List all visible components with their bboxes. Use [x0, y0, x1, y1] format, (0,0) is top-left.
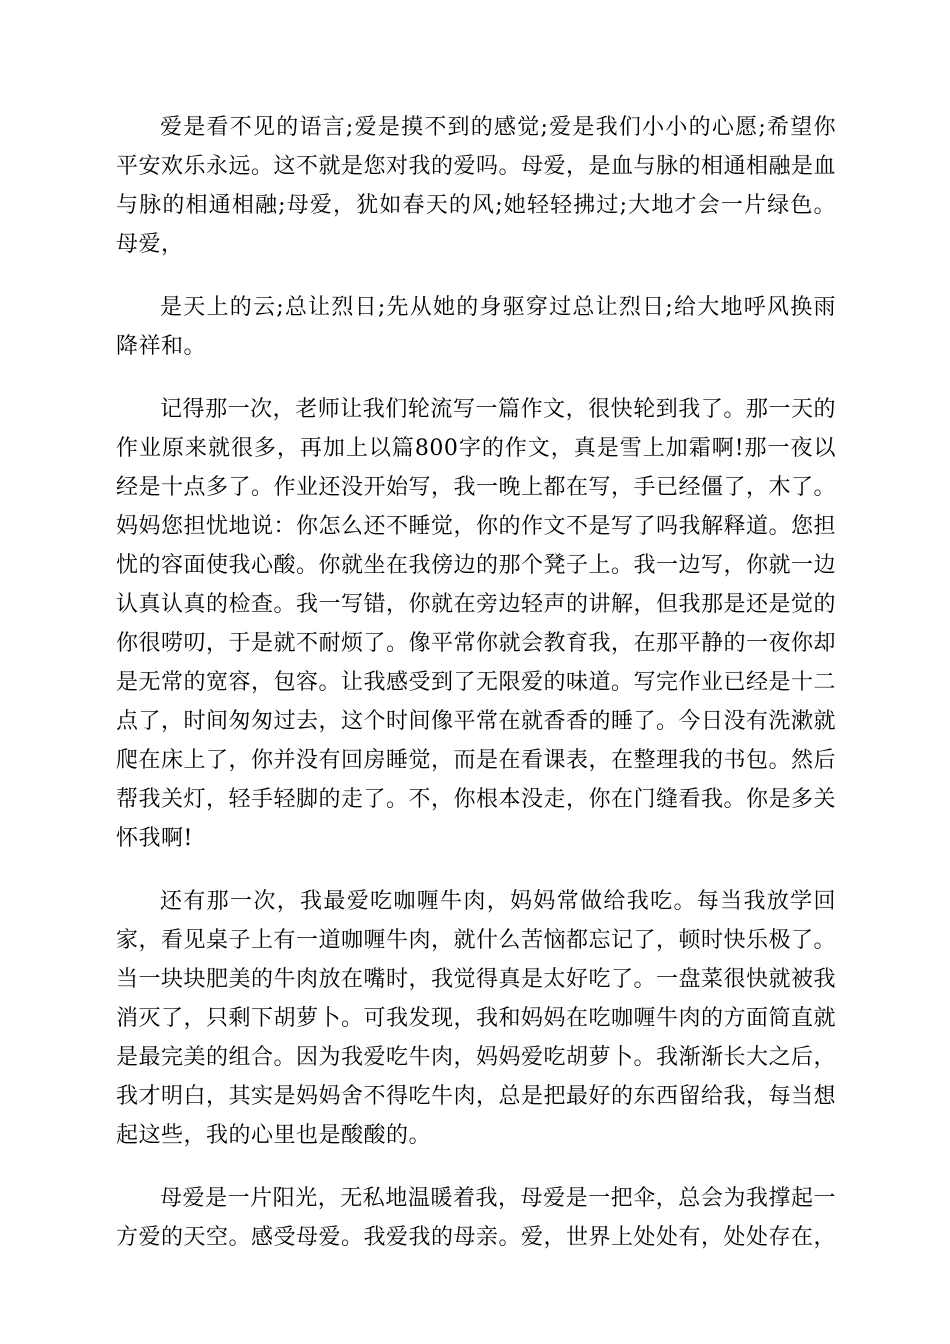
paragraph-4: 还有那一次，我最爱吃咖喱牛肉，妈妈常做给我吃。每当我放学回家，看见桌子上有一道咖喱牛肉，就什么苦恼都忘记了，顿时快乐极了。当一块块肥美的牛肉放在嘴时，我觉得真是太好吃了。一盘菜很快就被我消灭了，只剩下胡萝卜。可我发现，我和妈妈在吃咖喱牛肉的方面简直就是最完美的组合。因为我爱吃牛肉，妈妈爱吃胡萝卜。我渐渐长大之后，我才明白，其实是妈妈舍不得吃牛肉，总是把最好的东西留给我，每当想起这些，我的心里也是酸酸的。 — [116, 889, 837, 1148]
document-body — [116, 108, 836, 1281]
paragraph-2: 是天上的云;总让烈日;先从她的身驱穿过总让烈日;给大地呼风换雨降祥和。 — [116, 295, 836, 359]
paragraph-1: 爱是看不见的语言;爱是摸不到的感觉;爱是我们小小的心愿;希望你平安欢乐永远。这不就是您对我的爱吗。母爱，是血与脉的相通相融是血与脉的相通相融;母爱，犹如春天的风;她轻轻拂过;大地才会一片绿色。母爱， — [116, 115, 837, 257]
paragraph-3: 记得那一次，老师让我们轮流写一篇作文，很快轮到我了。那一天的作业原来就很多，再加上以篇800字的作文，真是雪上加霜啊!那一夜以经是十点多了。作业还没开始写，我一晚上都在写，手已经僵了，木了。妈妈您担忧地说：你怎么还不睡觉，你的作文不是写了吗我解释道。您担忧的容面使我心酸。你就坐在我傍边的那个凳子上。我一边写，你就一边认真认真的检查。我一写错，你就在旁边轻声的讲解，但我那是还是觉的你很唠叨，于是就不耐烦了。像平常你就会教育我，在那平静的一夜你却是无常的宽容，包容。让我感受到了无限爱的味道。写完作业已经是十二点了，时间匆匆过去，这个时间像平常在就香香的睡了。今日没有洗漱就爬在床上了，你并没有回房睡觉，而是在看课表，在整理我的书包。然后帮我关灯，轻手轻脚的走了。不，你根本没走，你在门缝看我。你是多关怀我啊! — [116, 397, 837, 851]
paragraph-5: 母爱是一片阳光，无私地温暖着我，母爱是一把伞，总会为我撑起一方爱的天空。感受母爱。我爱我的母亲。爱，世界上处处有，处处存在， — [116, 1186, 837, 1250]
